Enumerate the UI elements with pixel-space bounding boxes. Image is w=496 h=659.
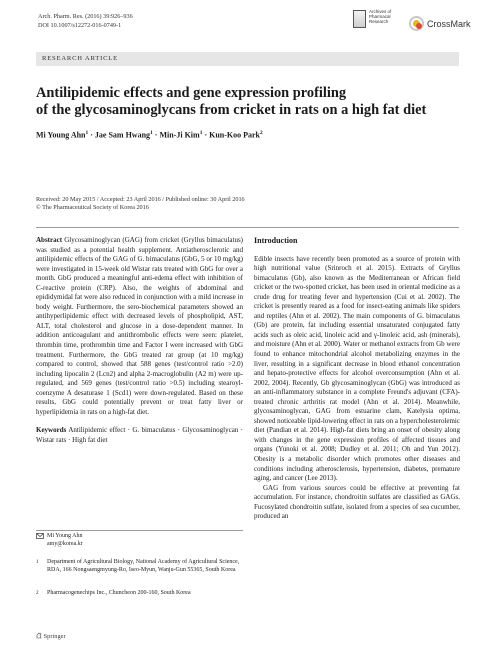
corresponding-email[interactable]: amy@korea.kr xyxy=(47,540,83,547)
affiliation-1: 1 Department of Agricultural Biology, National Academy of Agricultural Science, RDA, 166 Nongsaengmyung-Ro, Iseo-Myun, Wanju-Gun 55365, South Korea xyxy=(36,559,240,573)
introduction-paragraph: GAG from various sources could be effective at preventing fat accumulation. For instance, chondroitin sulfates are classified as GAGs. Fucosylated chondroitin sulfate, isolated from a species of sea cucumber, produced an xyxy=(254,483,460,521)
footnote-divider xyxy=(36,530,243,531)
archives-journal-logo[interactable]: Archives of Pharmacal Research xyxy=(353,9,403,36)
journal-header xyxy=(38,13,133,30)
keywords xyxy=(36,426,243,445)
author-name[interactable]: Min-Ji Kim xyxy=(159,130,200,140)
corresponding-author xyxy=(36,533,243,549)
crossmark-logo[interactable] xyxy=(409,16,471,31)
abstract-label: Abstract xyxy=(36,236,63,244)
affiliation-2: 2 Pharmacogenechips Inc., Chuncheon 200-160, South Korea xyxy=(36,590,191,596)
corresponding-name: Mi Young Ahn xyxy=(47,533,83,539)
crossmark-icon xyxy=(409,16,424,31)
author-name[interactable]: Kun-Koo Park xyxy=(209,130,261,140)
abstract xyxy=(36,236,243,417)
publisher-logo: Springer xyxy=(36,632,66,640)
doi: DOI 10.1007/s12272-016-0749-1 xyxy=(38,21,122,29)
introduction-heading: Introduction xyxy=(254,236,298,245)
introduction-paragraph: Edible insects have recently been promoted as a source of protein with high nutritional value (Srinroch et al. 2015). Extracts of Gryllus bimaculatus (Gb), also known as the Mediterranean or African field cricket or the two-spotted cricket, has been used in oriental medicine as a crude drug for treating fever and hypertension (Cui et al. 2002). The cricket is presently reared as a food for insect-eating animals like spiders and reptiles (Ahn et al. 2002). The main components of G. bimaculatus (Gb) are protein, fat including essential unsaturated conjugated fatty acids such as oleic acid, linoleic acid and γ-linoleic acid, ash (minerals), and moisture (Ahn et al. 2000). Water or methanol extracts from Gb were found to enhance mitochondrial alcohol metabolizing enzymes in the liver, resulting in a significant decrease in blood ethanol concentration and hepato-protective effects for alcohol overconsumption (Ahn et al. 2002, 2004). Recently, Gb glycosaminoglycan (GbG) was introduced as an anti-inflammatory substance in a complete Freund's adjuvant (CFA)-treated chronic arthritis rat model (Ahn et al. 2014). Meanwhile, glycosaminoglycan, GAG from estuarine clam, Katelysia optima, showed noticeable lipid-lowering effect in rats on a hypercholesterolemic diet (Pandian et al. 2014). High-fat diets bring an onset of obesity along with changes in the gene expression profiles of affected tissues and organs (Yunoki et al. 2008; Dudley et al. 2011; Oh and Yun 2012). Obesity is a metabolic disorder which promotes other diseases and conditions including atherosclerosis, hypertension, diabetes, premature aging, and cancer (Lee 2013). xyxy=(254,254,460,483)
left-column xyxy=(36,236,243,445)
author-list: Mi Young Ahn$^1$ · Jae Sam Hwang$^1$ · Min-Ji Kim$^1$ · Kun-Koo Park$^2$ xyxy=(36,130,263,140)
publication-dates: Received: 20 May 2015 / Accepted: 23 April 2016 / Published online: 30 April 2016 © The Pharmaceutical Society of Korea 2016 xyxy=(36,196,245,211)
crossmark-label: CrossMark xyxy=(427,18,471,29)
envelope-icon xyxy=(36,533,44,543)
author-name[interactable]: Mi Young Ahn xyxy=(36,130,86,140)
article-title: Antilipidemic effects and gene expression profiling of the glycosaminoglycans from cricket in rats on a high fat diet xyxy=(36,85,427,118)
keywords-text: Antilipidemic effect · G. bimaculatus · Glycosaminoglycan · Wistar rats · High fat diet xyxy=(36,426,243,444)
divider xyxy=(36,227,459,228)
springer-horse-icon xyxy=(36,632,42,639)
author-name[interactable]: Jae Sam Hwang xyxy=(94,130,151,140)
abstract-text: Glycosaminoglycan (GAG) from cricket (Gryllus bimaculatus) was studied as a potential health supplement. Antiatherosclerotic and antilipidemic effects of the GAG of G. bimaculatus (GbG, 5 or 10 mg/kg) were investigated in 15-week old Wistar rats treated with GbG for over a month. GbG produced a meaningful anti-edema effect with inhibition of C-reactive protein (CRP). Also, the weights of abdominal and epididymidal fat were also reduced in conjunction with a mild increase in body weight. Furthermore, the sero-biochemical parameters showed an antihyperlipidemic effect with decreased levels of phospholipid, AST, ALT, total cholesterol and glucose in a dose-dependent manner. In addition anticoagulant and antithrombolic effects were seen: platelet, thrombin time, prothrombin time and Factor I were increased with GbG treatment. Furthermore, the GbG treated rat group (at 10 mg/kg) compared to control, showed that 588 genes (test/control ratio >2.0) including lipocalin 2 (Lcn2) and alpha 2-macroglobulin (A2 m) were up-regulated, and 569 genes (test/control ratio >0.5) including stearoyl-coenzyme A desaturase 1 (Scd1) were down-regulated. Based on these results, GbG could potentially prevent or treat fatty liver or hyperlipidemia in rats on a high-fat diet. xyxy=(36,236,244,416)
introduction xyxy=(254,236,460,522)
keywords-label: Keywords xyxy=(36,426,67,435)
journal-citation: Arch. Pharm. Res. (2016) 39:926–936 xyxy=(38,13,133,20)
journal-cover-icon xyxy=(353,10,366,28)
article-type-banner: RESEARCH ARTICLE xyxy=(36,52,459,66)
